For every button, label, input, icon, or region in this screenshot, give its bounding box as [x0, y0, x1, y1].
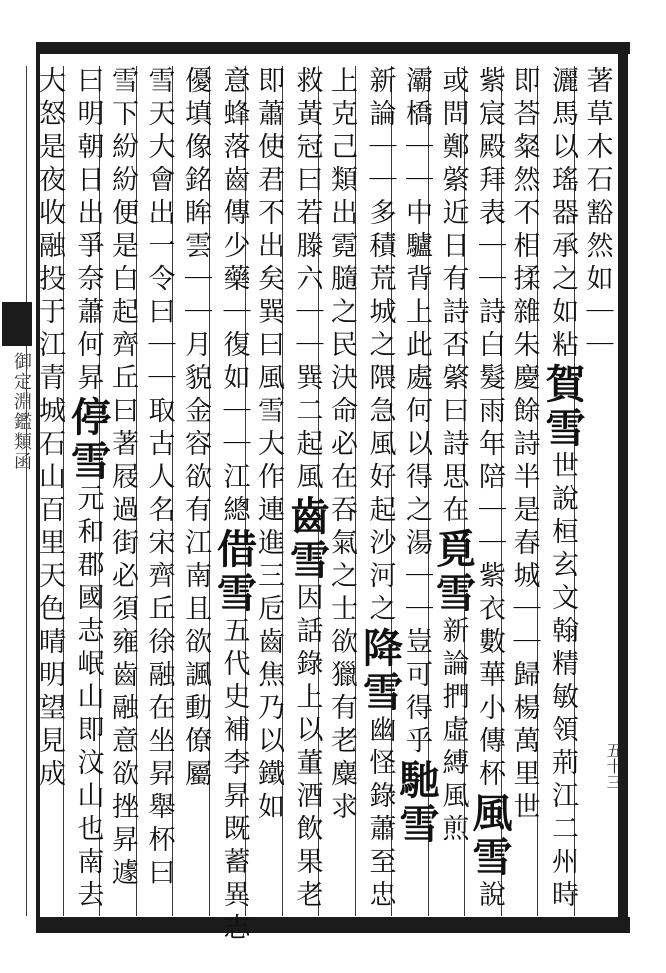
column-text	[141, 66, 177, 891]
body-text: 新論捫虛縛風煎	[437, 616, 469, 847]
margin-label-block	[0, 290, 34, 510]
body-text: 湯｜｜豈可得乎	[401, 528, 432, 759]
column-text	[579, 66, 615, 363]
right-border-rule	[618, 42, 628, 933]
body-text: 優填像銘眸雲｜｜月貌金容	[180, 66, 211, 462]
body-text: 新論｜｜多積荒城之隈急風好起沙河之	[364, 66, 396, 627]
body-text: 灑馬以瑤器承之如粘	[547, 66, 578, 363]
body-text: 連進三卮齒焦乃以鐵如	[253, 495, 284, 825]
body-text: 灞橋｜｜中驢背上此處何以得之	[401, 66, 432, 528]
column-text	[177, 66, 213, 792]
column-text	[393, 66, 440, 847]
column-text	[64, 66, 112, 913]
column-text	[466, 66, 513, 913]
body-text: 世說桓玄文翰精敏領荊江二州時	[547, 451, 578, 913]
body-text: 上克己類出霓膸之民決命必在吞氣之士	[326, 66, 357, 627]
column-text	[250, 66, 286, 825]
body-text: 大怒是夜收融投于江	[34, 66, 65, 363]
entry-heading: 停雪	[64, 396, 112, 484]
entry-heading: 降雪	[356, 627, 404, 715]
bottom-border-rule	[36, 917, 630, 933]
body-text: 雪天大會出一令曰｜｜取古人名宋齊丘徐融在坐昇舉杯曰	[143, 66, 175, 891]
text-column	[172, 66, 209, 916]
body-text: 因話錄上以董酒飲果老	[291, 583, 323, 913]
text-column	[355, 66, 404, 916]
entry-heading: 齒雪	[283, 495, 331, 583]
text-column	[136, 66, 173, 916]
body-text: 世	[508, 792, 540, 825]
entry-heading: 賀雪	[539, 363, 586, 451]
entry-heading: 覓雪	[429, 528, 477, 616]
top-border-rule	[36, 42, 630, 54]
column-text	[539, 66, 586, 913]
body-text: 或問鄭綮近日有詩否綮曰詩思在	[437, 66, 469, 528]
column-text	[506, 66, 542, 825]
column-text	[31, 66, 67, 792]
column-text	[356, 66, 404, 913]
body-text: 欲獵有老麋求	[326, 627, 357, 825]
body-text: 欲有江南且欲諷動僚屬	[180, 462, 211, 792]
column-text	[323, 66, 359, 825]
body-text: 意蜂落齒傳少藥｜復如｜｜江總	[218, 66, 250, 528]
body-text: 元和郡國志岷山即汶山也南去	[72, 484, 104, 913]
text-column	[63, 66, 112, 916]
text-column	[282, 66, 331, 916]
entry-heading: 風雪	[466, 792, 513, 880]
text-column	[537, 66, 586, 916]
body-text: 說	[474, 880, 505, 913]
body-text: 著草木石豁然如｜｜	[581, 66, 613, 363]
fish-tail-mark	[2, 302, 32, 346]
body-text: 五代史補李昇既蓄異志	[218, 616, 250, 946]
entry-heading: 借雪	[210, 528, 258, 616]
body-text: 雪下紛紛便是白起齊丘曰著屐過街必須雍齒融意欲挫昇遽	[107, 66, 138, 891]
page-number: 五十三	[604, 742, 623, 790]
margin-book-title: 御定淵鑑類函	[11, 352, 32, 472]
text-column	[209, 66, 258, 946]
body-text: 紫宸殿拜表｜｜詩白髮雨年陪｜｜紫衣數華小傳杯	[474, 66, 505, 792]
body-text: 救黃冠曰若滕六｜｜巽二起風	[291, 66, 323, 495]
column-text	[429, 66, 477, 847]
body-text: 青城石山百里天色晴明望見成	[34, 363, 65, 792]
column-text	[283, 66, 331, 913]
body-text: 即荅粲然不相揉雜朱慶餘詩半是春城｜｜歸楊萬里	[508, 66, 540, 792]
body-text: 幽怪錄蕭至忠	[364, 715, 396, 913]
entry-heading: 馳雪	[393, 759, 440, 847]
body-text: 即蕭使君不出矣巽曰風雪大作	[253, 66, 284, 495]
body-text: 曰明朝日出爭奈蕭何昇	[72, 66, 104, 396]
column-text	[210, 66, 258, 946]
